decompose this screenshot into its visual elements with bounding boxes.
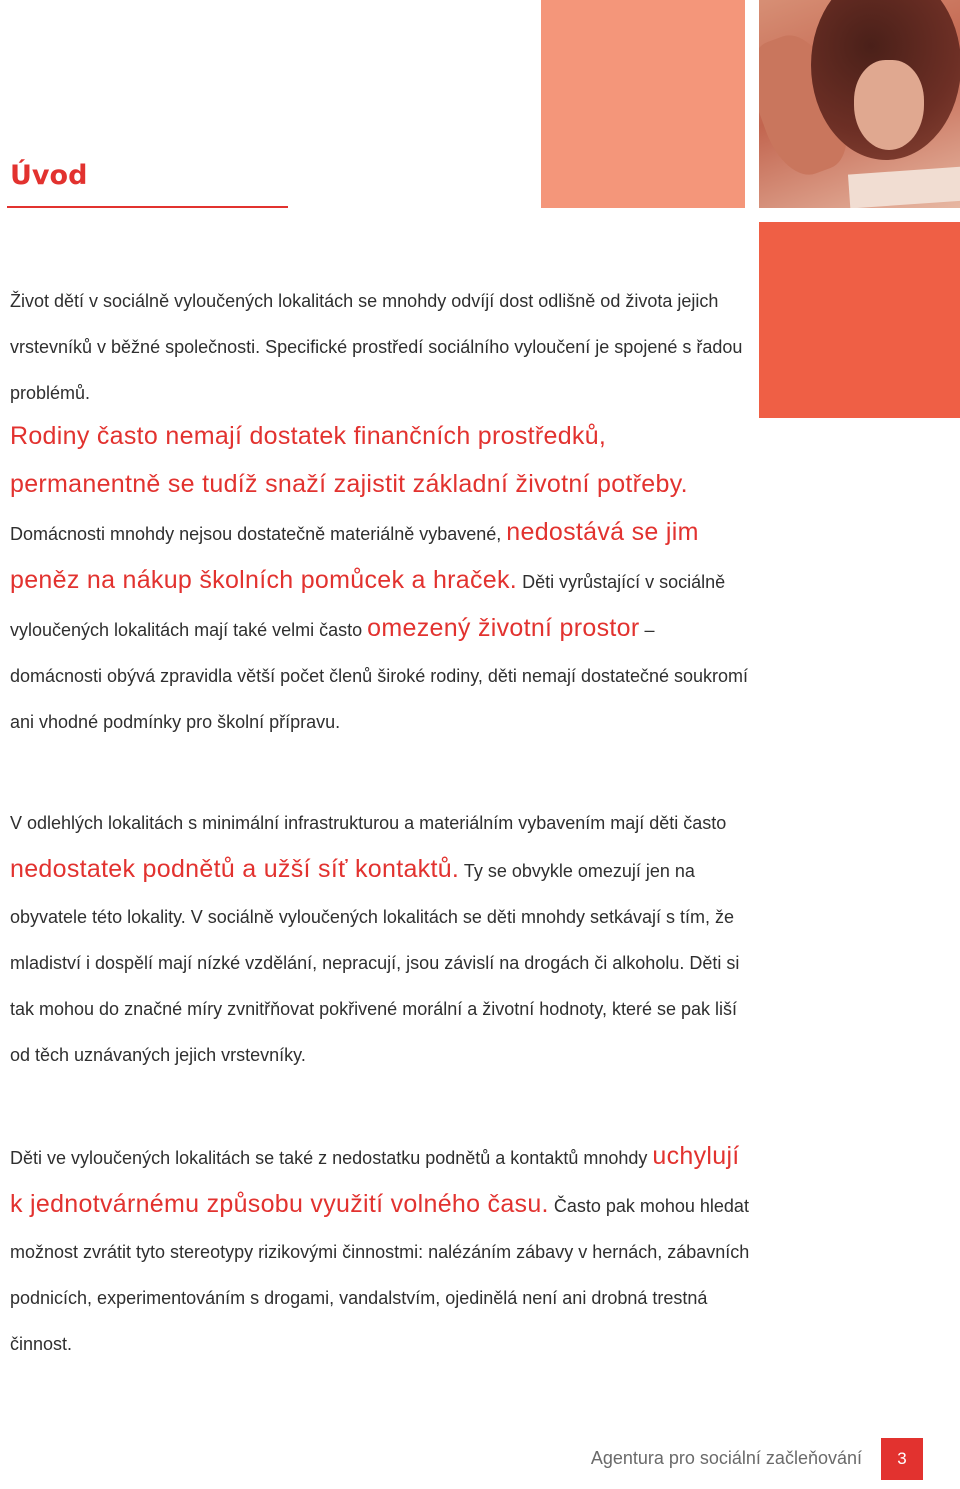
highlight-lack-of-stimuli: nedostatek podnětů a užší síť kontaktů. (10, 855, 460, 883)
paragraph-families (10, 413, 750, 745)
paragraph-text: – domácnosti obývá zpravidla větší počet členů široké rodiny, děti nemají dostatečné soukromí ani vhodné podmínky pro školní přípravu. (10, 620, 749, 732)
highlight-living-space: omezený životní prostor (367, 614, 640, 642)
paragraph-intro: Život dětí v sociálně vyloučených lokalitách se mnohdy odvíjí dost odlišně od života jejich vrstevníků v běžné společnosti. Specifické prostředí sociálního vyloučení je spojené s řadou problémů. (10, 291, 743, 403)
paragraph-text: Ty se obvykle omezují jen na obyvatele této lokality. V sociálně vyloučených lokalitách se děti mnohdy setkávají s tím, že mladiství i dospělí mají nízké vzdělání, nepracují, jsou závislí na drogách či alkoholu. Děti si tak mohou do značné míry zvnitřňovat pokřivené morální a životní hodnoty, které se pak liší od těch uznávaných jejich vrstevníky. (10, 861, 740, 1065)
page-title: Úvod (10, 160, 88, 191)
highlight-school-supplies: nedostává se jim peněz na nákup školních pomůcek a hraček. (10, 518, 699, 594)
paragraph-remote-localities (10, 800, 750, 1078)
highlight-free-time: uchylují k jednotvárnému způsobu využití volného času. (10, 1142, 740, 1218)
footer-organization: Agentura pro sociální začleňování (590, 1448, 862, 1468)
paragraph-text: Domácnosti mnohdy nejsou dostatečně materiálně vybavené, (10, 524, 507, 544)
paragraph-text: Často pak mohou hledat možnost zvrátit tyto stereotypy rizikovými činnostmi: nalézáním zábavy v hernách, zábavních podnicích, experimentováním s drogami, vandalstvím, ojedinělá není ani drobná trestná činnost. (10, 1196, 750, 1354)
paragraph-text: V odlehlých lokalitách s minimální infrastrukturou a materiálním vybavením mají děti často (10, 813, 727, 833)
paragraph-text: Děti vyrůstající v sociálně vyloučených lokalitách mají také velmi často (10, 572, 726, 640)
child-writing-photo (759, 0, 960, 208)
page-number: 3 (881, 1438, 923, 1480)
title-underline (7, 206, 288, 208)
paragraph-text: Děti ve vyloučených lokalitách se také z nedostatku podnětů a kontaktů mnohdy (10, 1148, 653, 1168)
decorative-salmon-block (541, 0, 745, 208)
decorative-red-block (759, 222, 960, 418)
highlight-finances: Rodiny často nemají dostatek finančních prostředků, permanentně se tudíž snaží zajistit základní životní potřeby. (10, 422, 688, 498)
paragraph-free-time (10, 1133, 750, 1367)
